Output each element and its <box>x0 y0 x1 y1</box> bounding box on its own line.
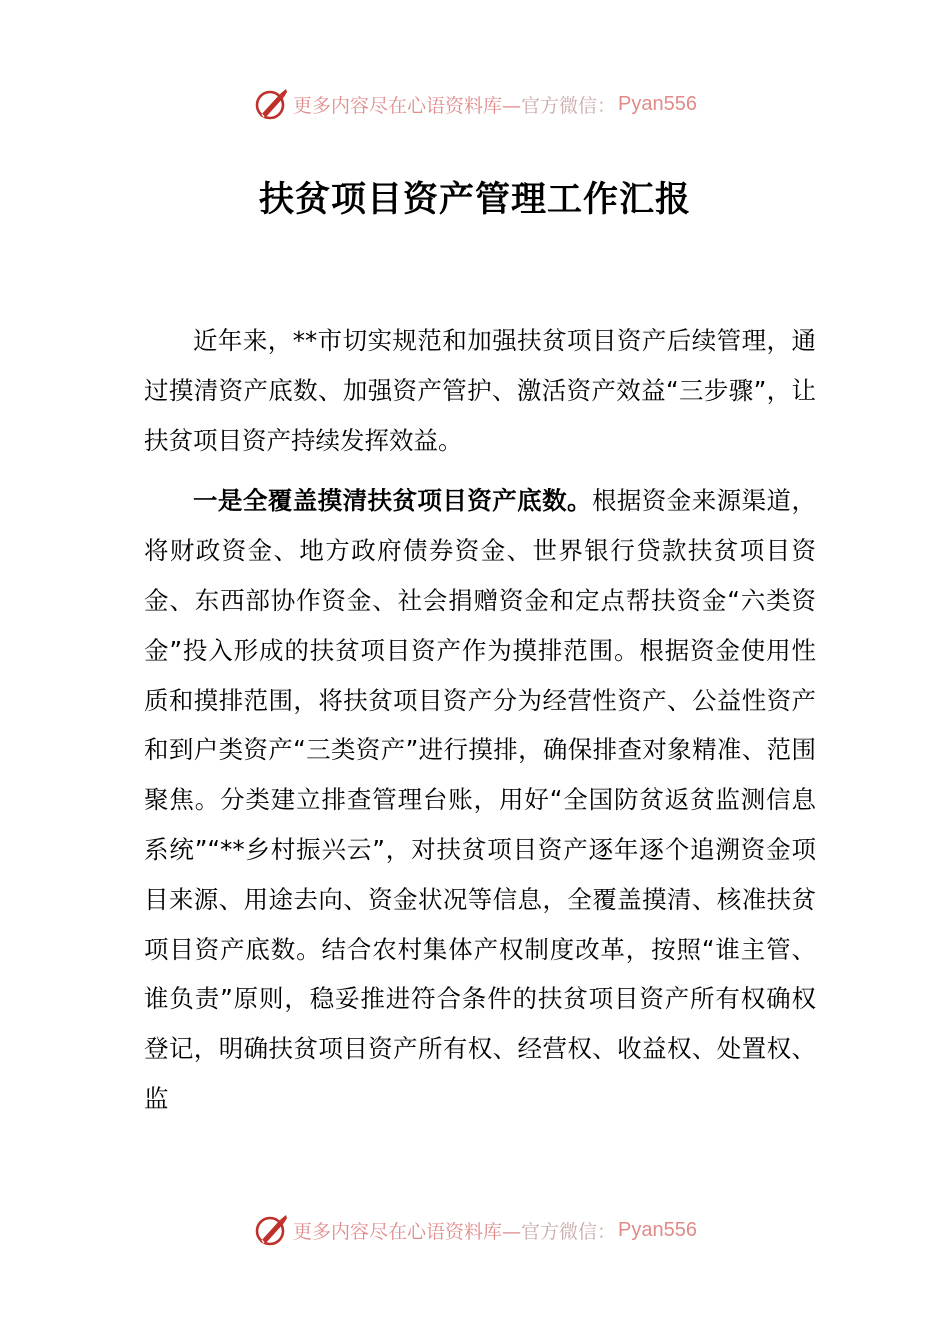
paragraph-text: 根据资金来源渠道，将财政资金、地方政府债券资金、世界银行贷款扶贫项目资金、东西部协作资金、社会捐赠资金和定点帮扶资金“六类资金”投入形成的扶贫项目资产作为摸排范围。根据资金使用性质和摸排范围，将扶贫项目资产分为经营性资产、公益性资产和到户类资产“三类资产”进行摸排，确保排查对象精准、范围聚焦。分类建立排查管理台账，用好“全国防贫返贫监测信息系统”“**乡村振兴云”，对扶贫项目资产逐年逐个追溯资金项目来源、用途去向、资金状况等信息，全覆盖摸清、核准扶贫项目资产底数。结合农村集体产权制度改革，按照“谁主管、谁负责”原则，稳妥推进符合条件的扶贫项目资产所有权确权登记，明确扶贫项目资产所有权、经营权、收益权、处置权、监 <box>144 486 816 1113</box>
banner-wechat-label: 官方微信： <box>521 1220 617 1243</box>
pen-logo-icon <box>253 1212 289 1248</box>
banner-text: 更多内容尽在心语资料库— <box>293 1220 522 1243</box>
banner-wechat-label: 官方微信： <box>521 94 617 117</box>
paragraph-lead: 一是全覆盖摸清扶贫项目资产底数。 <box>193 486 592 516</box>
paragraph-section-one <box>144 476 816 1123</box>
document-body <box>144 316 816 1124</box>
footer-watermark-banner <box>0 1210 950 1250</box>
pen-logo-icon <box>253 86 289 122</box>
paragraph-text: 近年来，**市切实规范和加强扶贫项目资产后续管理，通过摸清资产底数、加强资产管护、激活资产效益“三步骤”，让扶贫项目资产持续发挥效益。 <box>144 326 816 455</box>
document-title: 扶贫项目资产管理工作汇报 <box>258 180 691 220</box>
banner-text: 更多内容尽在心语资料库— <box>293 94 522 117</box>
banner-wechat-id: Pyan556 <box>618 1218 697 1241</box>
paragraph-intro <box>144 316 816 465</box>
banner-wechat-id: Pyan556 <box>618 92 697 115</box>
header-watermark-banner <box>0 84 950 124</box>
